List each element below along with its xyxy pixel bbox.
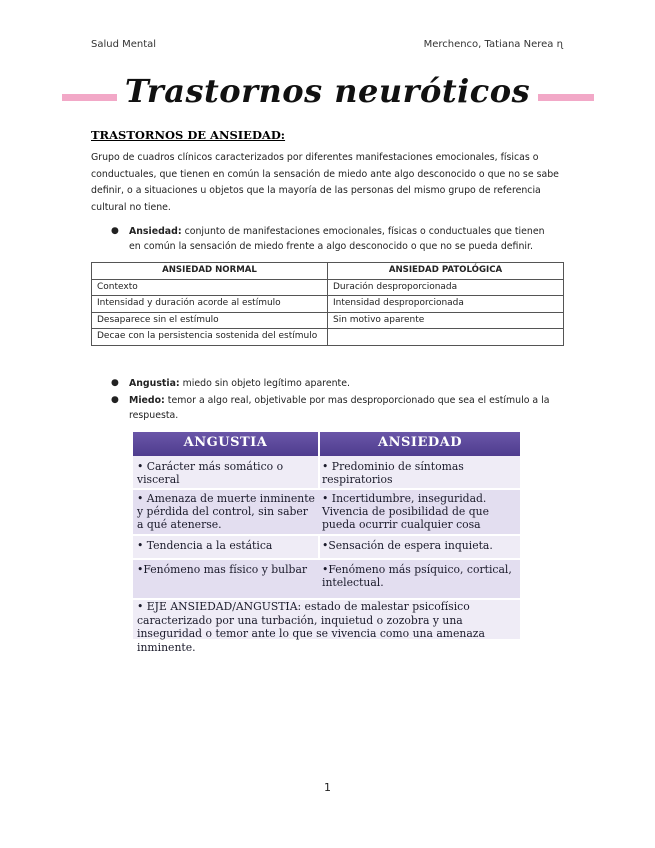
- bullet-term: Angustia:: [129, 378, 180, 389]
- table-header: ANGUSTIA: [183, 435, 268, 450]
- table-row: [92, 312, 564, 329]
- table-cell: •Fenómeno mas físico y bulbar: [137, 563, 308, 576]
- table-cell: Intensidad desproporcionada: [328, 296, 564, 313]
- bullet-dot-icon: ●: [111, 378, 119, 388]
- table-cell: • Incertidumbre, inseguridad. Vivencia de posibilidad de que pueda ocurrir cualquier cosa: [322, 492, 489, 531]
- page-title: Trastornos neuróticos: [117, 72, 538, 110]
- table-cell: Sin motivo aparente: [328, 312, 564, 329]
- comparison-table-ansiedad: [91, 262, 564, 346]
- table-footer-note: • EJE ANSIEDAD/ANGUSTIA: estado de malestar psicofísico caracterizado por una turbación, inquietud o zozobra y una inseguridad o temor ante lo que se vivencia como una amenaza inminente.: [137, 600, 485, 654]
- bullet-text: [129, 224, 559, 254]
- table-cell: • Carácter más somático o visceral: [137, 460, 284, 486]
- page-number: 1: [324, 781, 331, 794]
- table-header: ANSIEDAD PATOLÓGICA: [328, 263, 564, 280]
- table-header: ANSIEDAD NORMAL: [92, 263, 328, 280]
- page-title-wrap: [0, 72, 655, 110]
- section-heading: TRASTORNOS DE ANSIEDAD:: [91, 128, 286, 142]
- table-header: ANSIEDAD: [378, 435, 462, 450]
- table-cell: •Fenómeno más psíquico, cortical, intelectual.: [322, 563, 512, 589]
- bullet-text: [129, 376, 559, 391]
- table-cell: Intensidad y duración acorde al estímulo: [92, 296, 328, 313]
- bullet-dot-icon: ●: [111, 395, 119, 405]
- table-cell: • Amenaza de muerte inminente y pérdida del control, sin saber a qué atenerse.: [137, 492, 315, 531]
- bullet-def: conjunto de manifestaciones emocionales, físicas o conductuales que tienen en común la sensación de miedo frente a algo desconocido o que no se pueda definir.: [129, 226, 545, 252]
- table-row: [92, 296, 564, 313]
- table-row: [92, 329, 564, 346]
- table-cell: •Sensación de espera inquieta.: [322, 539, 493, 552]
- bullet-def: miedo sin objeto legítimo aparente.: [179, 378, 350, 389]
- table-cell: Desaparece sin el estímulo: [92, 312, 328, 329]
- table-row: [133, 458, 520, 488]
- table-cell: [328, 329, 564, 346]
- header-right: Merchenco, Tatiana Nerea ɳ: [423, 39, 563, 50]
- table-cell: • Tendencia a la estática: [137, 539, 273, 552]
- header-left: Salud Mental: [91, 39, 157, 50]
- table-row: [133, 490, 520, 534]
- table-row: [133, 560, 520, 598]
- angustia-ansiedad-table-image: [133, 432, 520, 654]
- intro-paragraph: Grupo de cuadros clínicos caracterizados por diferentes manifestaciones emocionales, físicas o conductuales, que tienen en común la sensación de miedo ante algo desconocido o que no se sabe definir, o a situaciones u objetos que la mayoría de las personas del mismo grupo de referencia cultural no tiene.: [91, 152, 559, 213]
- bullet-def: temor a algo real, objetivable por mas desproporcionado que sea el estímulo a la respuesta.: [129, 395, 550, 421]
- table-cell: Duración desproporcionada: [328, 279, 564, 296]
- table-row: [92, 279, 564, 296]
- table-header-row: [92, 263, 564, 280]
- table-cell: • Predominio de síntomas respiratorios: [322, 460, 464, 486]
- bullet-term: Miedo:: [129, 395, 165, 406]
- table-cell: Decae con la persistencia sostenida del estímulo: [92, 329, 328, 346]
- bullet-dot-icon: ●: [111, 226, 119, 236]
- table-cell: Contexto: [92, 279, 328, 296]
- bullet-term: Ansiedad:: [129, 226, 182, 237]
- bullet-text: [129, 393, 559, 423]
- table-row: [133, 536, 520, 558]
